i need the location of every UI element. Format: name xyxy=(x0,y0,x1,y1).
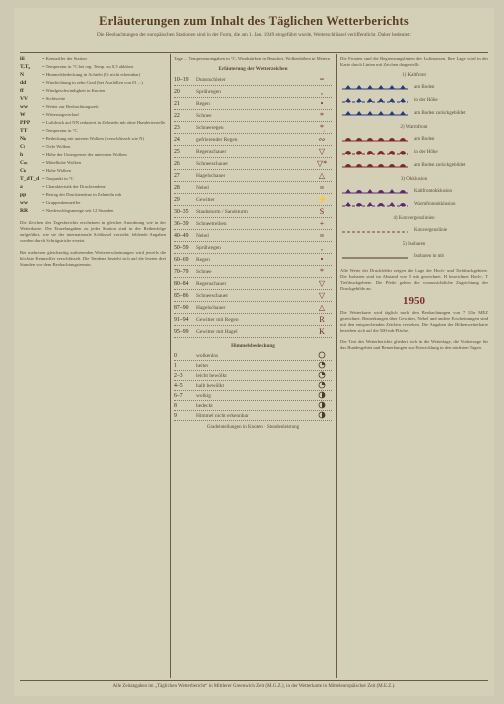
weather-symbol-icon: ▽ xyxy=(318,290,326,300)
weather-code: 36–39 xyxy=(174,220,189,227)
front-legend xyxy=(340,73,488,263)
symbol-code: ff xyxy=(20,88,24,94)
weather-symbol-icon: K xyxy=(319,326,325,336)
sky-code: 1 xyxy=(174,362,177,369)
weather-code-row xyxy=(174,98,332,110)
front-legend-row xyxy=(340,94,488,107)
sky-code: 9 xyxy=(174,412,177,419)
symbol-row xyxy=(20,120,166,126)
symbol-code: Cₗ xyxy=(20,144,25,150)
weather-code-row xyxy=(174,230,332,242)
right-paragraph-b: Die Wetterkarte wird täglich nach den Beobachtungen von 7 Uhr MEZ gezeichnet. Bemerkungen über Gewitter, Nebel und andere Erscheinungen sind mit den entsprechenden Zeichen versehen. Die Angaben der Höhenwetterkarte beziehen sich auf die 500-mb-Fläche. xyxy=(340,310,488,333)
symbol-row xyxy=(20,72,166,78)
weather-code-row xyxy=(174,170,332,182)
symbol-code: PPP xyxy=(20,120,31,126)
symbol-description: = Windgeschwindigkeit in Knoten xyxy=(42,88,106,93)
page-title: Erläuterungen zum Inhalt des Täglichen Wetterberichts xyxy=(99,14,409,28)
front-line-icon xyxy=(340,201,410,209)
weather-code: 10–19 xyxy=(174,76,189,83)
symbol-row xyxy=(20,136,166,142)
weather-code: 21 xyxy=(174,100,180,107)
sky-code: 8 xyxy=(174,402,177,409)
front-line-icon xyxy=(340,84,410,92)
note-paragraph-b: Bei mehreren gleichzeitig auftretenden Wettererscheinungen wird jeweils die höchste Kennziffer verschlüsselt. Die Tendenz bezieht sich auf die letzten drei Stunden vor dem Beobachtungstermin. xyxy=(20,250,166,267)
weather-symbol-icon: ▽ xyxy=(318,146,326,156)
symbol-description: = Betrag der Drucktendenz in Zehnteln mb xyxy=(42,192,122,197)
weather-label: Staubsturm / Sandsturm xyxy=(196,208,248,215)
front-legend-row xyxy=(340,159,488,172)
weather-code-row xyxy=(174,206,332,218)
footer-divider xyxy=(20,680,488,681)
symbol-description: = Höhe der Untergrenze der untersten Wolken xyxy=(42,152,127,157)
weather-code: 24 xyxy=(174,136,180,143)
weather-label: Regen xyxy=(196,256,210,263)
weather-symbol-icon: ▽* xyxy=(316,158,328,168)
symbol-row xyxy=(20,112,166,118)
weather-symbol-icon: ⚡ xyxy=(317,194,327,204)
weather-code: 29 xyxy=(174,196,180,203)
symbol-code: Cₕ xyxy=(20,168,27,174)
weather-code-row xyxy=(174,134,332,146)
sky-cover-circle-icon xyxy=(312,401,332,410)
front-legend-row xyxy=(340,107,488,120)
weather-label: Hagelschauer xyxy=(196,172,226,179)
header-divider xyxy=(20,52,488,53)
symbol-description: = Windrichtung in zehn Grad (bei Ausfällen von 01 ...) xyxy=(42,80,143,85)
symbol-row xyxy=(20,160,166,166)
front-label: am Boden zurückgebildet xyxy=(414,110,466,116)
weather-symbol-icon: + xyxy=(319,218,325,228)
date-stamp: 1950 xyxy=(403,295,425,307)
weather-label: Dunstschleier xyxy=(196,76,226,83)
weather-label: Regenschauer xyxy=(196,148,227,155)
sky-cover-row xyxy=(174,381,332,391)
front-label: am Boden xyxy=(414,84,435,90)
weather-codes-title: Erläuterung der Wetterzeichen xyxy=(218,66,288,72)
symbol-code: N xyxy=(20,72,25,78)
weather-code: 28 xyxy=(174,184,180,191)
front-legend-row xyxy=(340,81,488,94)
sky-code: 6–7 xyxy=(174,392,183,399)
sky-cover-row xyxy=(174,411,332,421)
weather-code-row xyxy=(174,194,332,206)
weather-code-row xyxy=(174,326,332,338)
sky-cover-circle-icon xyxy=(312,371,332,380)
front-line-icon xyxy=(340,188,410,196)
weather-code: 80–84 xyxy=(174,280,189,287)
weather-symbol-icon: *̣ xyxy=(320,122,324,132)
weather-symbol-icon: * xyxy=(320,266,324,276)
middle-intro: Tage ... Temperaturangaben in °C, Windstärken in Beaufort, Wolkenhöhen in Metern xyxy=(174,56,330,61)
page-footer: Alle Zeitangaben im „Täglichen Wetterbericht“ in Mittlerer Greenwich Zeit (M.G.Z.), in der Wetterkarte in Mitteleuropäischer Zeit (M.E.Z.). xyxy=(112,684,396,689)
symbol-description: = Witterungsverlauf xyxy=(42,112,79,117)
weather-code-row xyxy=(174,182,332,194)
symbol-description: = Kennziffer der Station xyxy=(42,56,87,61)
front-line-icon xyxy=(340,136,410,144)
note-paragraph-a: Die Zeichen des Tagesberichts erscheinen in gleicher Anordnung wie in der Wetterkarte. Die Einzelangaben zu jeder Station sind in der Reihenfolge aufgeführt, wie sie der internationale Schlüssel vorsieht; fehlende Angaben werden durch Schrägstriche ersetzt. xyxy=(20,220,166,243)
front-section-title: 4) Konvergenzlinien xyxy=(393,216,435,221)
front-line-icon xyxy=(340,162,410,170)
symbol-code: VV xyxy=(20,96,29,102)
front-section-title: 1) Kaltfront xyxy=(402,73,426,78)
right-paragraph-a: Alle Werte der Druckfelder zeigen die Lage der Hoch- und Tiefdruckgebiete. Die Isobaren sind im Abstand von 5 mb gezeichnet. H bezeichnet Hoch-, T Tiefdruckgebiete. Die Pfeile geben die voraussichtliche Zugrichtung der Druckgebilde an. xyxy=(340,268,488,291)
weather-symbol-icon: ≡ xyxy=(319,182,325,192)
symbol-description: = Wetter zur Beobachtungszeit xyxy=(42,104,99,109)
symbol-code: ww xyxy=(20,200,29,206)
weather-code-row xyxy=(174,110,332,122)
symbol-description: = Charakteristik der Drucktendenz xyxy=(42,184,106,189)
sky-code: 2–3 xyxy=(174,372,183,379)
weather-code-row xyxy=(174,314,332,326)
symbol-code: Cₘ xyxy=(20,160,28,166)
weather-code-table xyxy=(174,74,332,338)
weather-label: Sprühregen xyxy=(196,244,221,251)
weather-label: Gewitter mit Hagel xyxy=(196,328,238,335)
sky-cover-row xyxy=(174,361,332,371)
symbol-row xyxy=(20,80,166,86)
weather-label: Sprühregen xyxy=(196,88,221,95)
sky-label: halb bewölkt xyxy=(196,382,224,389)
weather-code: 50–59 xyxy=(174,244,189,251)
symbol-description: = Himmelsbedeckung in Achteln (0: nicht erkennbar) xyxy=(42,72,141,77)
weather-label: Schnee xyxy=(196,268,212,275)
front-label: am Boden zurückgebildet xyxy=(414,162,466,168)
sky-label: bedeckt xyxy=(196,402,213,409)
symbol-description: = Gruppenkennziffer xyxy=(42,200,81,205)
front-legend-row xyxy=(340,250,488,263)
symbol-code: ww xyxy=(20,104,29,110)
weather-code: 87–90 xyxy=(174,304,189,311)
front-legend-row xyxy=(340,198,488,211)
symbol-description: = Temperatur in °C bei org. Temp. zu 0,5 abklärst xyxy=(42,64,134,69)
weather-symbol-icon: △ xyxy=(318,170,326,180)
front-label: in der Höhe xyxy=(414,149,438,155)
symbol-code: RR xyxy=(20,208,29,214)
sky-label: wolkig xyxy=(196,392,211,399)
column-divider-right xyxy=(336,54,337,678)
weather-code-row xyxy=(174,86,332,98)
weather-label: Gewitter xyxy=(196,196,215,203)
front-line-icon xyxy=(340,149,410,157)
weather-code: 25 xyxy=(174,148,180,155)
weather-code: 85–86 xyxy=(174,292,189,299)
symbol-description: = Tiefe Wolken xyxy=(42,144,71,149)
weather-code: 91–94 xyxy=(174,316,189,323)
symbol-code: Nₕ xyxy=(20,136,27,142)
symbol-code: dd xyxy=(20,80,27,86)
weather-symbol-icon: ∾ xyxy=(318,134,326,144)
weather-symbol-icon: ≡ xyxy=(319,230,325,240)
symbol-row xyxy=(20,184,166,190)
weather-code-row xyxy=(174,254,332,266)
front-line-icon xyxy=(340,110,410,118)
weather-code-row xyxy=(174,122,332,134)
sky-cover-circle-icon xyxy=(312,411,332,420)
weather-symbol-icon: • xyxy=(320,98,324,108)
fronts-intro: Die Fronten sind die Begrenzungslinien der Luftmassen. Ihre Lage wird in der Karte durch Linien mit Zeichen dargestellt: xyxy=(340,56,488,67)
symbol-row xyxy=(20,144,166,150)
weather-label: Nebel xyxy=(196,232,209,239)
front-line-icon xyxy=(340,227,410,235)
front-legend-row xyxy=(340,185,488,198)
weather-symbol-icon: △ xyxy=(318,302,326,312)
front-legend-row xyxy=(340,133,488,146)
weather-label: Gewitter mit Regen xyxy=(196,316,239,323)
legend-column-left xyxy=(20,56,166,678)
symbol-description: = Niederschlagsmenge seit 12 Stunden xyxy=(42,208,114,213)
sky-cover-circle-icon xyxy=(312,351,332,360)
sky-label: leicht bewölkt xyxy=(196,372,227,379)
front-legend-row xyxy=(340,146,488,159)
legend-column-middle xyxy=(174,56,332,678)
symbol-description: = Mittelhohe Wolken xyxy=(42,160,82,165)
legend-column-right xyxy=(340,56,488,678)
front-label: Isobaren in mb xyxy=(414,253,444,259)
symbol-description: = Bedeckung mit unteren Wolken (verschlüsselt wie N) xyxy=(42,136,145,141)
front-section-title: 5) Isobaren xyxy=(402,242,426,247)
weather-code-row xyxy=(174,74,332,86)
weather-label: gefrierender Regen xyxy=(196,136,238,143)
sky-code: 0 xyxy=(174,352,177,359)
weather-symbol-icon: , xyxy=(321,86,323,96)
weather-code-row xyxy=(174,302,332,314)
front-line-icon xyxy=(340,253,410,261)
symbol-code: T_dT_d xyxy=(20,176,40,182)
sky-cover-row xyxy=(174,391,332,401)
column-divider-left xyxy=(170,54,171,678)
sky-cover-circle-icon xyxy=(312,381,332,390)
weather-symbol-icon: ▽ xyxy=(318,278,326,288)
symbol-row xyxy=(20,104,166,110)
symbol-code: pp xyxy=(20,192,27,198)
weather-code-row xyxy=(174,290,332,302)
sky-cover-title: Himmelsbedeckung xyxy=(231,343,275,349)
symbol-row xyxy=(20,88,166,94)
table-footer: Gradeinteilungen in Knoten · Stundenleistung xyxy=(206,425,300,430)
symbol-row xyxy=(20,200,166,206)
symbol-code: a xyxy=(20,184,23,190)
weather-label: Schneeschauer xyxy=(196,160,229,167)
weather-code: 70–79 xyxy=(174,268,189,275)
symbol-list xyxy=(20,56,166,214)
sky-cover-row xyxy=(174,401,332,411)
symbol-row xyxy=(20,152,166,158)
symbol-row xyxy=(20,64,166,70)
symbol-code: iii xyxy=(20,56,25,62)
symbol-description: = Temperatur in °C xyxy=(42,128,78,133)
symbol-row xyxy=(20,192,166,198)
weather-label: Schneeschauer xyxy=(196,292,229,299)
weather-symbol-icon: • xyxy=(320,254,324,264)
weather-symbol-icon: = xyxy=(319,74,325,84)
weather-code-row xyxy=(174,146,332,158)
front-label: am Boden xyxy=(414,136,435,142)
weather-code-row xyxy=(174,158,332,170)
sky-cover-row xyxy=(174,371,332,381)
weather-label: Nebel xyxy=(196,184,209,191)
weather-code-row xyxy=(174,218,332,230)
weather-code-row xyxy=(174,278,332,290)
weather-code: 40–49 xyxy=(174,232,189,239)
front-line-icon xyxy=(340,97,410,105)
weather-symbol-icon: * xyxy=(320,110,324,120)
front-label: Kaltfrontokklusion xyxy=(414,188,453,194)
front-legend-row xyxy=(340,224,488,237)
weather-code: 20 xyxy=(174,88,180,95)
symbol-description: = Hohe Wolken xyxy=(42,168,71,173)
symbol-description: = Taupunkt in °C xyxy=(42,176,74,181)
sky-cover-circle-icon xyxy=(312,391,332,400)
symbol-row xyxy=(20,208,166,214)
symbol-code: h xyxy=(20,152,24,158)
symbol-row xyxy=(20,56,166,62)
weather-symbol-icon: , xyxy=(321,242,323,252)
symbol-row xyxy=(20,128,166,134)
weather-code: 27 xyxy=(174,172,180,179)
weather-code: 95–99 xyxy=(174,328,189,335)
weather-symbol-icon: S xyxy=(319,206,325,216)
weather-code: 23 xyxy=(174,124,180,131)
sky-label: wolkenlos xyxy=(196,352,219,359)
weather-label: Regenschauer xyxy=(196,280,227,287)
symbol-row xyxy=(20,96,166,102)
front-section-title: 2) Warmfront xyxy=(400,125,428,130)
weather-code-row xyxy=(174,242,332,254)
symbol-code: T,T₀ xyxy=(20,64,31,70)
sky-cover-row xyxy=(174,351,332,361)
weather-label: Schneetreiben xyxy=(196,220,227,227)
weather-symbol-icon: R xyxy=(319,314,325,324)
weather-label: Hagelschauer xyxy=(196,304,226,311)
weather-label: Schnee xyxy=(196,112,212,119)
front-label: Konvergenzlinie xyxy=(414,227,448,233)
sky-label: heiter xyxy=(196,362,209,369)
symbol-code: TT xyxy=(20,128,28,134)
front-label: Warmfrontokklusion xyxy=(414,201,456,207)
symbol-code: W xyxy=(20,112,26,118)
document-page xyxy=(14,8,494,696)
sky-code: 4–5 xyxy=(174,382,183,389)
weather-code: 22 xyxy=(174,112,180,119)
front-section-title: 3) Okklusion xyxy=(400,177,428,182)
weather-label: Schneeregen xyxy=(196,124,224,131)
sky-cover-table xyxy=(174,351,332,421)
weather-code-row xyxy=(174,266,332,278)
weather-code: 60–69 xyxy=(174,256,189,263)
symbol-row xyxy=(20,176,166,182)
weather-code: 26 xyxy=(174,160,180,167)
front-label: in der Höhe xyxy=(414,97,438,103)
sky-label: Himmel nicht erkennbar xyxy=(196,412,249,419)
symbol-description: = Luftdruck auf NN reduziert in Zehnteln mb ohne Hunderterstelle xyxy=(42,120,166,125)
right-paragraph-c: Der Text des Wetterberichts gliedert sich in die Wetterlage, die Vorhersage für das Bundesgebiet und Bemerkungen zur Entwicklung in den nächsten Tagen. xyxy=(340,339,488,350)
weather-label: Regen xyxy=(196,100,210,107)
sky-cover-circle-icon xyxy=(312,361,332,370)
symbol-row xyxy=(20,168,166,174)
symbol-description: = Sichtweite xyxy=(42,96,66,101)
weather-code: 30–35 xyxy=(174,208,189,215)
page-subtitle: Die Beobachtungen der europäischen Stationen sind in der Form, die am 1. Jan. 1949 eingeführt wurde, Wetterschlüssel veröffentlicht. Daher bedeutet: xyxy=(96,32,411,38)
